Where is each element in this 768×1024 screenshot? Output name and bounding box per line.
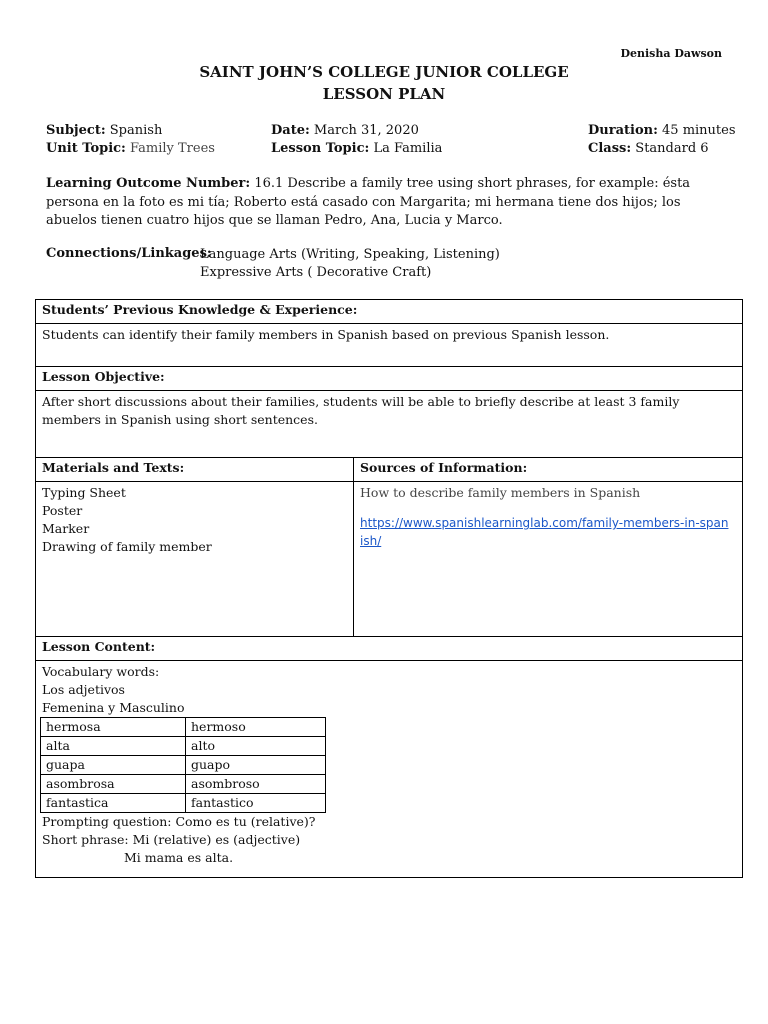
vocab-masculine: alto [186, 737, 326, 756]
date-label: Date: [271, 123, 310, 138]
learning-outcome [46, 175, 726, 231]
connections-list [200, 246, 500, 282]
sources-cell [354, 482, 743, 637]
duration-field [588, 123, 736, 138]
vocab-row [41, 737, 326, 756]
material-item: Poster [42, 503, 83, 518]
content-cell [36, 661, 743, 878]
learning-outcome-label: Learning Outcome Number: [46, 176, 251, 191]
duration-label: Duration: [588, 123, 658, 138]
vocab-feminine: fantastica [41, 794, 186, 813]
unit-topic-label: Unit Topic: [46, 141, 126, 156]
date-value: March 31, 2020 [313, 123, 419, 138]
unit-topic-field [46, 141, 215, 156]
duration-value: 45 minutes [662, 123, 736, 138]
lesson-plan-table [35, 299, 743, 878]
vocab-row [41, 756, 326, 775]
vocab-row [41, 775, 326, 794]
connection-item: Expressive Arts ( Decorative Craft) [200, 265, 432, 280]
material-item: Marker [42, 521, 90, 536]
subject-value: Spanish [109, 123, 163, 138]
short-phrase: Short phrase: Mi (relative) es (adjective) [42, 832, 301, 847]
vocab-masculine: hermoso [186, 718, 326, 737]
sources-link[interactable]: https://www.spanishlearninglab.com/family-members-in-spanish/ [360, 516, 729, 548]
vocab-feminine: hermosa [41, 718, 186, 737]
prev-knowledge-text: Students can identify their family members in Spanish based on previous Spanish lesson. [36, 324, 743, 367]
class-field [588, 141, 709, 156]
date-field [271, 123, 419, 138]
materials-header: Materials and Texts: [36, 458, 354, 482]
subject-label: Subject: [46, 123, 106, 138]
objective-header: Lesson Objective: [36, 367, 743, 391]
vocab-table [40, 717, 326, 813]
document-title: LESSON PLAN [322, 85, 446, 103]
material-item: Drawing of family member [42, 539, 212, 554]
sources-text: How to describe family members in Spanish [360, 485, 641, 500]
prompting-question: Prompting question: Como es tu (relative)? [42, 814, 316, 829]
content-line: Femenina y Masculino [42, 700, 185, 715]
sources-header: Sources of Information: [354, 458, 743, 482]
vocab-feminine: asombrosa [41, 775, 186, 794]
lesson-topic-label: Lesson Topic: [271, 141, 370, 156]
subject-field [46, 123, 162, 138]
example-sentence: Mi mama es alta. [124, 850, 234, 865]
connection-item: Language Arts (Writing, Speaking, Listening) [200, 247, 500, 262]
content-line: Vocabulary words: [42, 664, 160, 679]
content-line: Los adjetivos [42, 682, 125, 697]
vocab-feminine: guapa [41, 756, 186, 775]
prev-knowledge-header: Students’ Previous Knowledge & Experience: [36, 300, 743, 324]
vocab-row [41, 794, 326, 813]
materials-list [36, 482, 354, 637]
class-label: Class: [588, 141, 632, 156]
vocab-masculine: asombroso [186, 775, 326, 794]
vocab-masculine: fantastico [186, 794, 326, 813]
unit-topic-value: Family Trees [130, 141, 215, 156]
objective-text: After short discussions about their families, students will be able to briefly describe at least 3 family members in Spanish using short sentences. [36, 391, 743, 458]
material-item: Typing Sheet [42, 485, 126, 500]
vocab-row [41, 718, 326, 737]
vocab-masculine: guapo [186, 756, 326, 775]
learning-outcome-text: 16.1 Describe a family tree using short phrases, for example: ésta persona en la foto es mi tía; Roberto está casado con Margarita; mi hermana tiene dos hijos; los abuelos tienen cuatro hijos que se llaman Pedro, Ana, Lucia y Marco. [46, 176, 691, 228]
vocab-feminine: alta [41, 737, 186, 756]
lesson-topic-value: La Familia [373, 141, 443, 156]
lesson-topic-field [271, 141, 442, 156]
content-header: Lesson Content: [36, 637, 743, 661]
school-title: SAINT JOHN’S COLLEGE JUNIOR COLLEGE [199, 63, 569, 81]
author-name: Denisha Dawson [620, 47, 722, 60]
connections-label: Connections/Linkages: [46, 246, 212, 261]
class-value: Standard 6 [635, 141, 709, 156]
